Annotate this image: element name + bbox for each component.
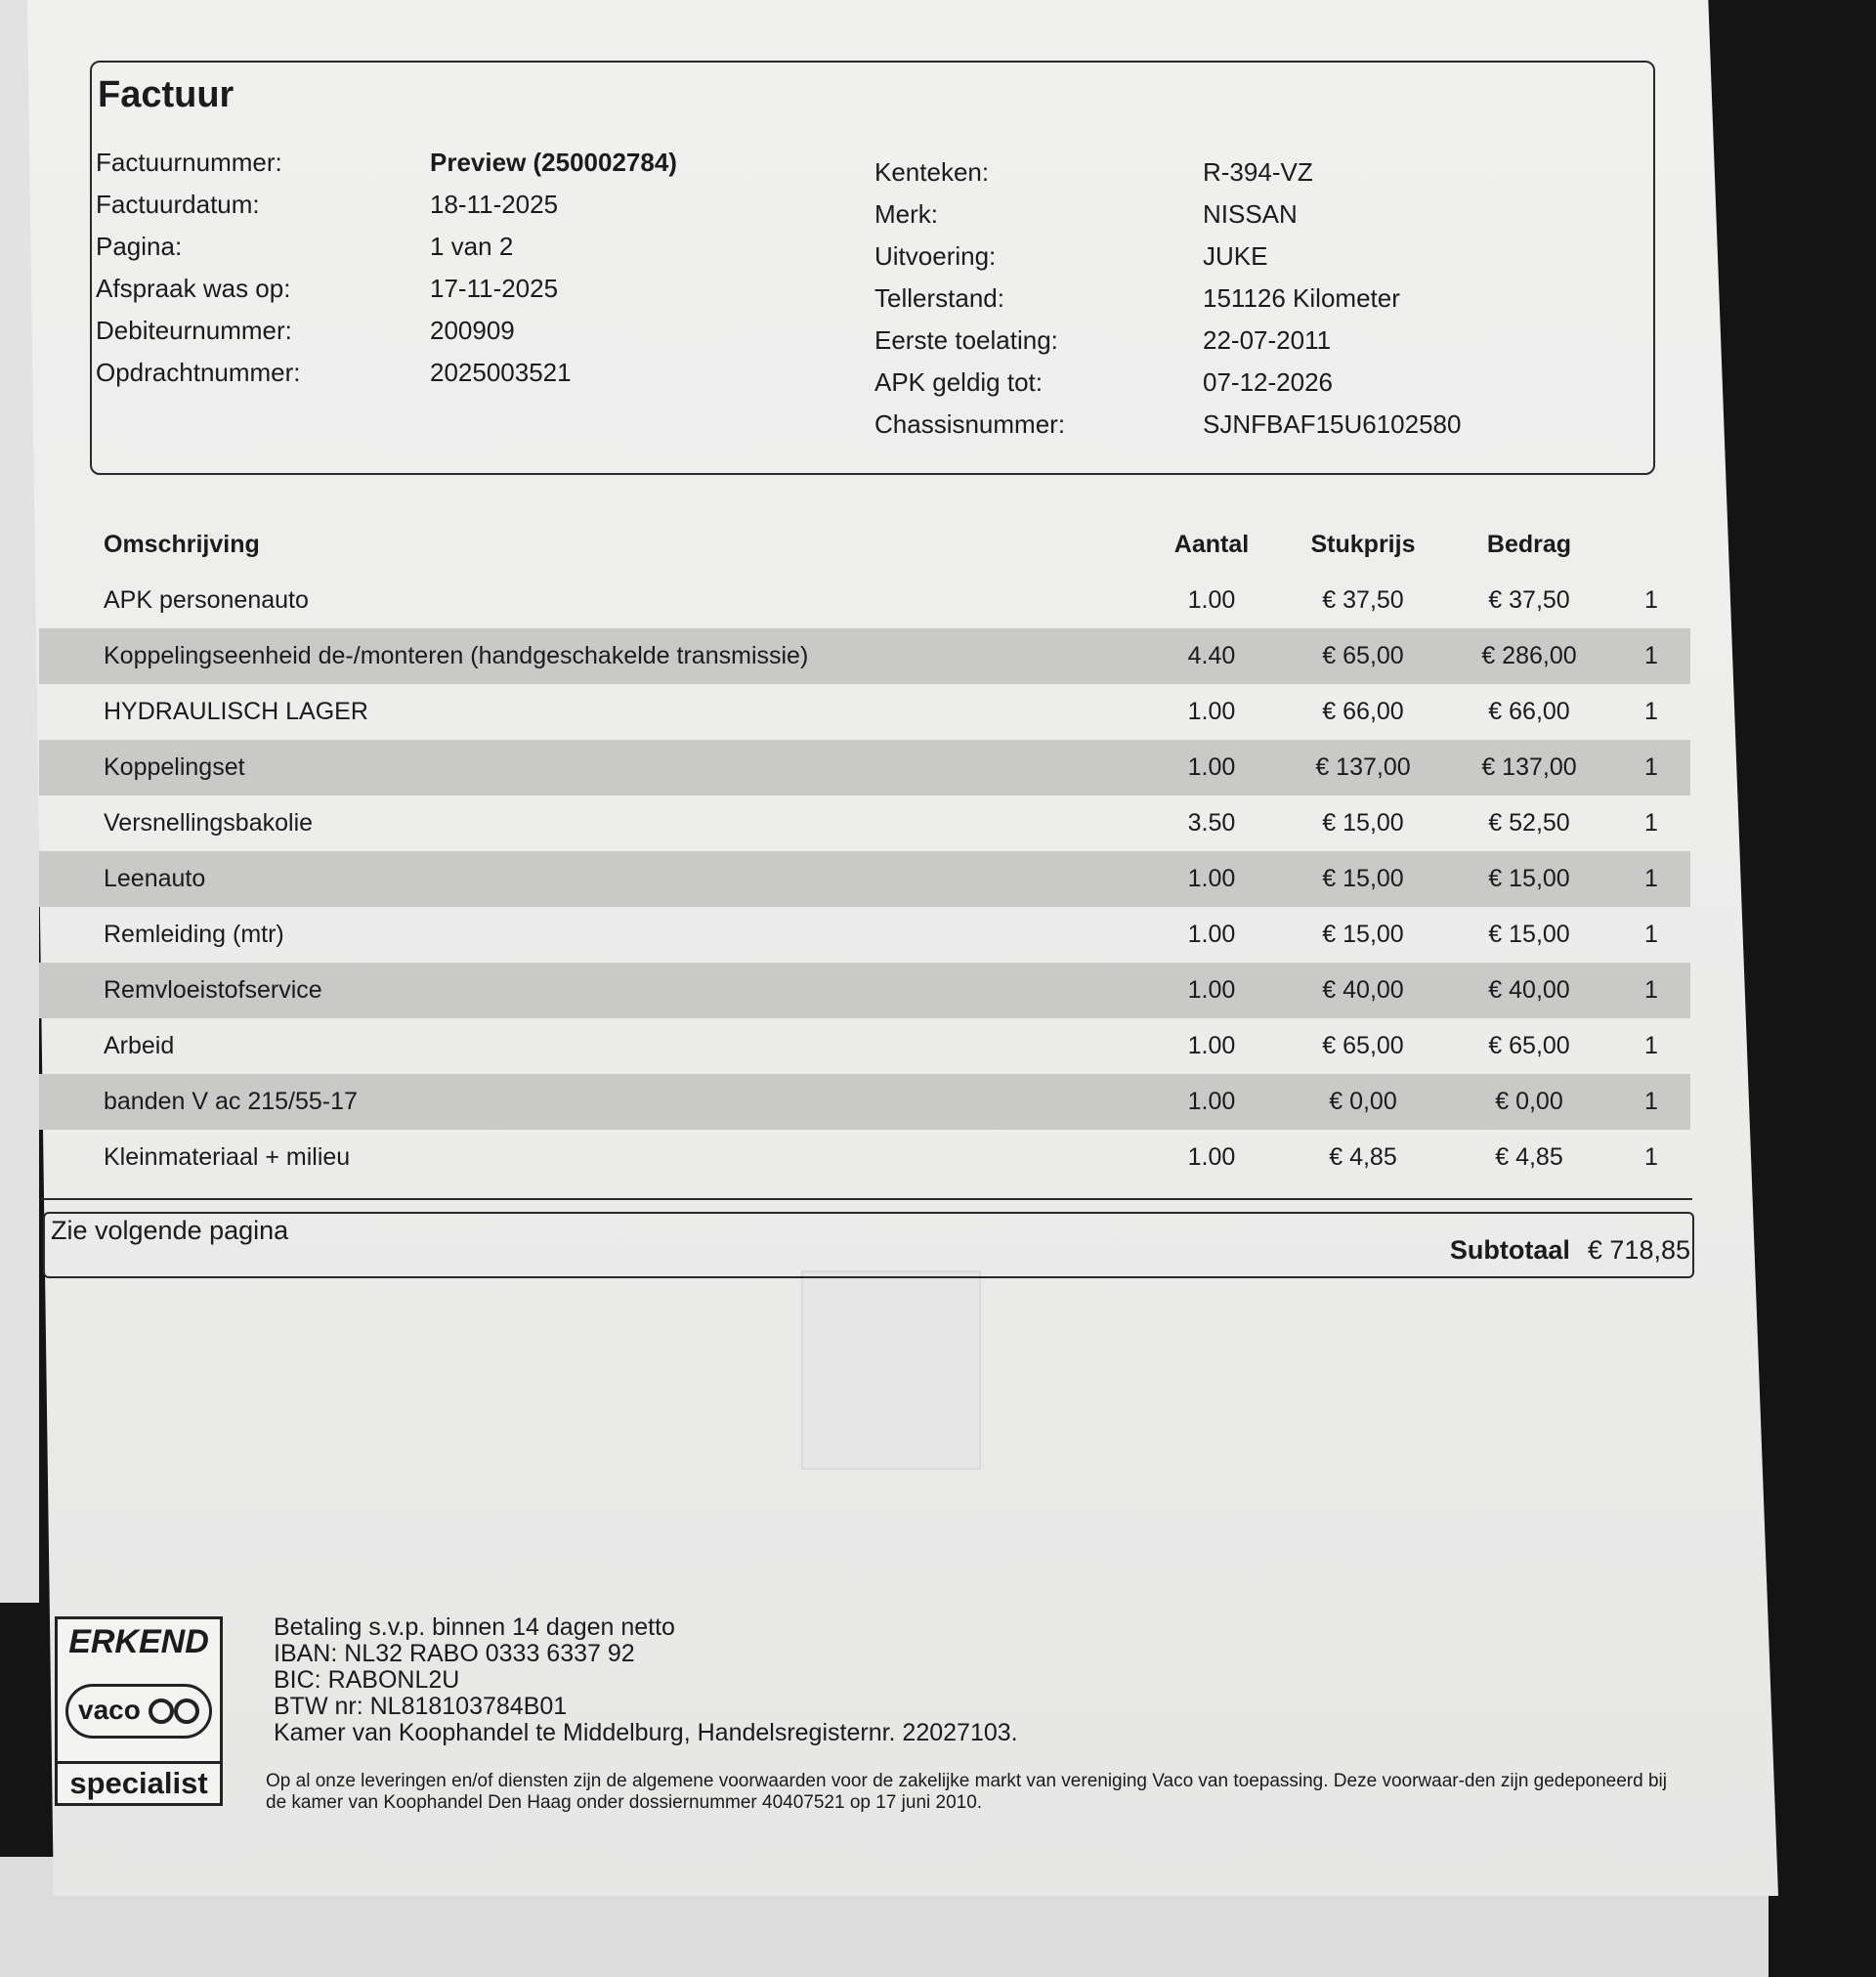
- brand-label: Merk:: [874, 199, 938, 229]
- row-unit-price: € 0,00: [1329, 1088, 1397, 1115]
- payment-terms: Betaling s.v.p. binnen 14 dagen netto: [274, 1613, 675, 1641]
- order-number-label: Opdrachtnummer:: [96, 358, 301, 387]
- row-amount: € 4,85: [1495, 1143, 1563, 1171]
- subtotal-box: [43, 1212, 1694, 1278]
- appointment-value: 17-11-2025: [430, 274, 559, 303]
- row-unit-price: € 15,00: [1322, 865, 1404, 892]
- show-through-block: [801, 1270, 981, 1470]
- debtor-number-value: 200909: [430, 316, 515, 345]
- table-row: [39, 1074, 1690, 1130]
- header-description: Omschrijving: [104, 530, 260, 558]
- next-page-note: Zie volgende pagina: [51, 1216, 289, 1245]
- table-row: [39, 963, 1690, 1018]
- debtor-number-label: Debiteurnummer:: [96, 316, 292, 345]
- row-quantity: 1.00: [1187, 586, 1236, 614]
- row-quantity: 1.00: [1187, 976, 1236, 1004]
- first-registration-value: 22-07-2011: [1203, 325, 1332, 355]
- row-code: 1: [1644, 698, 1658, 725]
- row-unit-price: € 15,00: [1322, 921, 1404, 948]
- row-description: Koppelingset: [104, 753, 245, 781]
- badge-top-text: ERKEND: [68, 1623, 209, 1660]
- vehicle-details: [874, 156, 1594, 441]
- chassis-number-label: Chassisnummer:: [874, 409, 1066, 439]
- row-quantity: 1.00: [1187, 921, 1236, 948]
- model-value: JUKE: [1203, 241, 1268, 271]
- table-row: [39, 851, 1690, 907]
- row-amount: € 37,50: [1488, 586, 1570, 614]
- row-code: 1: [1644, 753, 1658, 781]
- row-quantity: 1.00: [1187, 698, 1236, 725]
- row-unit-price: € 4,85: [1329, 1143, 1397, 1171]
- invoice-title: Factuur: [98, 74, 234, 115]
- invoice-lines-table: [39, 516, 1690, 1185]
- row-amount: € 15,00: [1488, 865, 1570, 892]
- invoice-date-value: 18-11-2025: [430, 190, 559, 219]
- appointment-label: Afspraak was op:: [96, 274, 291, 303]
- row-code: 1: [1644, 865, 1658, 892]
- row-amount: € 52,50: [1488, 809, 1570, 837]
- odometer-label: Tellerstand:: [874, 283, 1004, 313]
- table-row: [39, 1018, 1690, 1074]
- invoice-number-value: Preview (250002784): [430, 148, 677, 177]
- model-label: Uitvoering:: [874, 241, 997, 271]
- badge-vaco-text: vaco: [78, 1695, 141, 1725]
- iban: IBAN: NL32 RABO 0333 6337 92: [274, 1640, 635, 1667]
- row-description: Remvloeistofservice: [104, 976, 322, 1004]
- header-unit-price: Stukprijs: [1310, 530, 1416, 558]
- erkend-vaco-specialist-badge: [55, 1616, 223, 1806]
- brand-value: NISSAN: [1203, 199, 1298, 229]
- table-row: [39, 628, 1690, 684]
- row-code: 1: [1644, 642, 1658, 669]
- row-unit-price: € 66,00: [1322, 698, 1404, 725]
- row-quantity: 1.00: [1187, 865, 1236, 892]
- table-bottom-rule: [41, 1198, 1692, 1200]
- row-amount: € 66,00: [1488, 698, 1570, 725]
- row-code: 1: [1644, 1088, 1658, 1115]
- row-code: 1: [1644, 1032, 1658, 1059]
- payment-details: [274, 1614, 1018, 1746]
- vat-number: BTW nr: NL818103784B01: [274, 1693, 568, 1720]
- invoice-details: [96, 147, 840, 389]
- subtotal-label: Subtotaal: [1449, 1235, 1570, 1265]
- row-amount: € 65,00: [1488, 1032, 1570, 1059]
- row-quantity: 1.00: [1187, 1032, 1236, 1059]
- table-row: [39, 573, 1690, 628]
- license-plate-label: Kenteken:: [874, 157, 990, 187]
- odometer-value: 151126 Kilometer: [1203, 283, 1400, 313]
- terms-and-conditions: Op al onze leveringen en/of diensten zijn de algemene voorwaarden voor de zakelijke markt van vereniging Vaco van toepassing. Deze voorwaar-den zijn gedeponeerd bij de kamer van Koophandel Den Haag onder dossiernummer 40407521 op 17 juni 2010.: [266, 1771, 1667, 1813]
- invoice-date-label: Factuurdatum:: [96, 190, 260, 219]
- badge-bottom-text: specialist: [58, 1761, 220, 1801]
- header-amount: Bedrag: [1486, 530, 1572, 558]
- page-value: 1 van 2: [430, 232, 514, 261]
- row-code: 1: [1644, 809, 1658, 837]
- row-amount: € 286,00: [1481, 642, 1577, 669]
- table-row: [39, 1130, 1690, 1185]
- subtotal-value: € 718,85: [1587, 1235, 1690, 1265]
- row-code: 1: [1644, 1143, 1658, 1171]
- row-unit-price: € 65,00: [1322, 1032, 1404, 1059]
- row-code: 1: [1644, 921, 1658, 948]
- chamber-of-commerce: Kamer van Koophandel te Middelburg, Handelsregisternr. 22027103.: [274, 1719, 1018, 1746]
- row-quantity: 4.40: [1187, 642, 1236, 669]
- bic: BIC: RABONL2U: [274, 1666, 460, 1694]
- row-amount: € 15,00: [1488, 921, 1570, 948]
- row-description: banden V ac 215/55-17: [104, 1088, 358, 1115]
- row-description: Kleinmateriaal + milieu: [104, 1143, 351, 1171]
- row-code: 1: [1644, 586, 1658, 614]
- row-description: Versnellingsbakolie: [104, 809, 314, 837]
- row-description: Remleiding (mtr): [104, 921, 284, 948]
- order-number-value: 2025003521: [430, 358, 572, 387]
- row-description: Leenauto: [104, 865, 206, 892]
- row-unit-price: € 65,00: [1322, 642, 1404, 669]
- chassis-number-value: SJNFBAF15U6102580: [1203, 409, 1462, 439]
- first-registration-label: Eerste toelating:: [874, 325, 1058, 355]
- row-unit-price: € 40,00: [1322, 976, 1404, 1004]
- row-quantity: 1.00: [1187, 1143, 1236, 1171]
- row-quantity: 3.50: [1187, 809, 1236, 837]
- row-description: Arbeid: [104, 1032, 175, 1059]
- row-unit-price: € 137,00: [1315, 753, 1411, 781]
- row-description: HYDRAULISCH LAGER: [104, 698, 368, 725]
- table-row: [39, 684, 1690, 740]
- apk-valid-label: APK geldig tot:: [874, 367, 1043, 397]
- row-description: Koppelingseenheid de-/monteren (handgeschakelde transmissie): [104, 642, 809, 669]
- subtotal: [1450, 1235, 1690, 1266]
- table-header: [39, 516, 1690, 573]
- row-quantity: 1.00: [1187, 753, 1236, 781]
- row-quantity: 1.00: [1187, 1088, 1236, 1115]
- page-label: Pagina:: [96, 232, 183, 261]
- license-plate-value: R-394-VZ: [1203, 157, 1313, 187]
- badge-vaco-pill: [65, 1684, 212, 1739]
- table-row: [39, 740, 1690, 795]
- vaco-rings-icon: [147, 1697, 201, 1726]
- row-amount: € 137,00: [1481, 753, 1577, 781]
- header-quantity: Aantal: [1173, 530, 1250, 558]
- apk-valid-value: 07-12-2026: [1203, 367, 1333, 397]
- row-code: 1: [1644, 976, 1658, 1004]
- row-unit-price: € 15,00: [1322, 809, 1404, 837]
- table-row: [39, 795, 1690, 851]
- invoice-number-label: Factuurnummer:: [96, 148, 282, 177]
- row-unit-price: € 37,50: [1322, 586, 1404, 614]
- table-row: [39, 907, 1690, 963]
- row-amount: € 0,00: [1495, 1088, 1563, 1115]
- row-amount: € 40,00: [1488, 976, 1570, 1004]
- row-description: APK personenauto: [104, 586, 309, 614]
